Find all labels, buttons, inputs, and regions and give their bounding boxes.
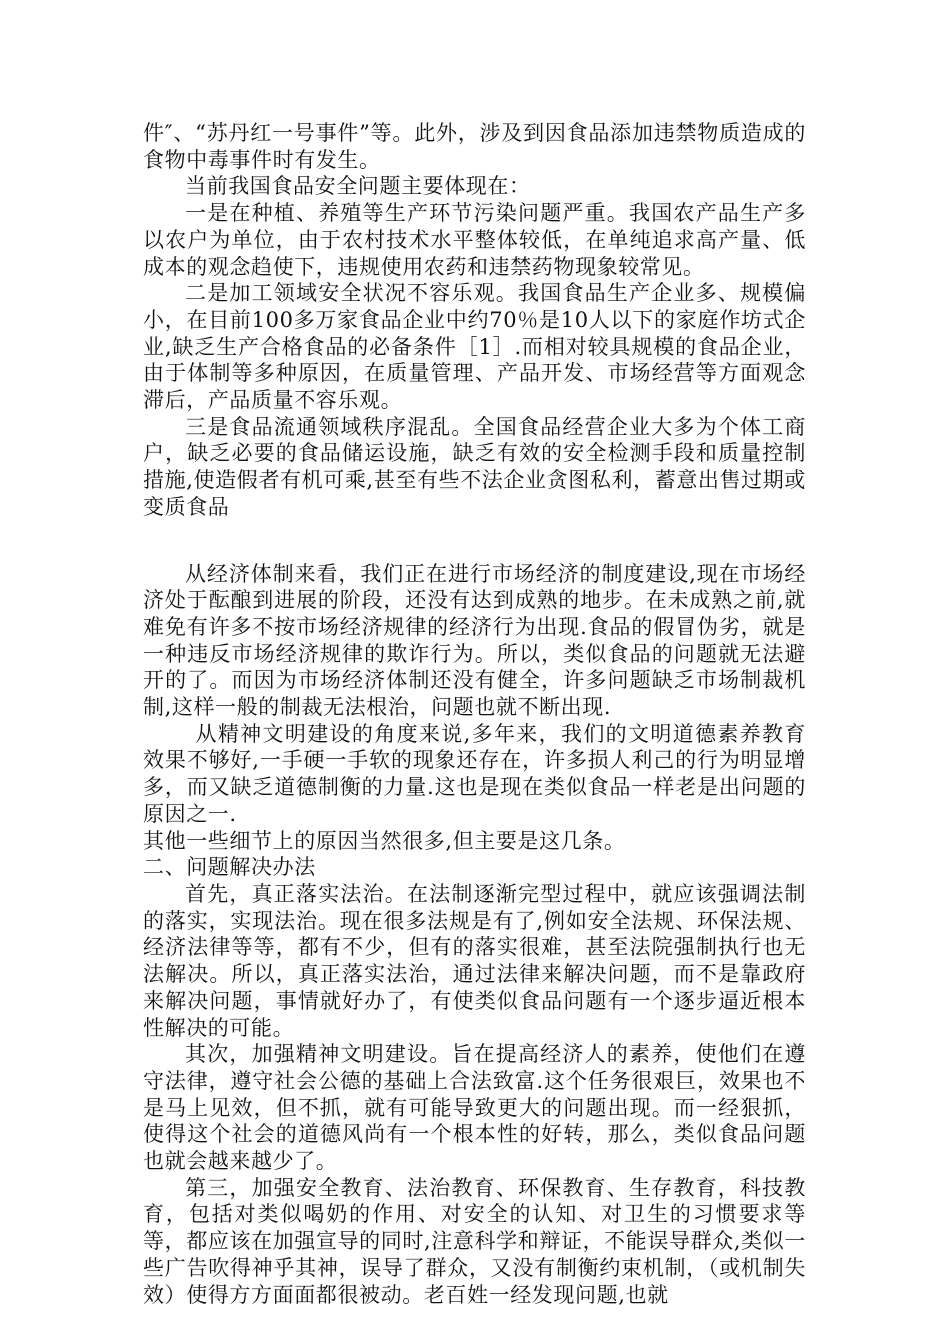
paragraph-circulation-disorder: 三是食品流通领域秩序混乱。全国食品经营企业大多为个体工商户，缺乏必要的食品储运设施，缺乏有效的安全检测手段和质量控制措施,使造假者有机可乘,甚至有些不法企业贪图私利，蓄意出售过期或变质食品	[143, 414, 806, 519]
paragraph-rule-of-law: 首先，真正落实法治。在法制逐渐完型过程中，就应该强调法制的落实，实现法治。现在很多法规是有了,例如安全法规、环保法规、经济法律等等，都有不少，但有的落实很难，甚至法院强制执行也无法解决。所以，真正落实法治，通过法律来解决问题，而不是靠政府来解决问题，事情就好办了，有使类似食品问题有一个逐步逼近根本性解决的可能。	[143, 881, 806, 1040]
document-body	[143, 120, 806, 1308]
section-heading-solutions: 二、问题解决办法	[143, 855, 316, 880]
paragraph-incident-list: 件″、“苏丹红一号事件”等。此外，涉及到因食品添加违禁物质造成的食物中毒事件时有发生。	[143, 121, 806, 172]
paragraph-problems-intro: 当前我国食品安全问题主要体现在：	[185, 174, 531, 199]
paragraph-economic-system: 从经济体制来看，我们正在进行市场经济的制度建设,现在市场经济处于酝酿到进展的阶段，还没有达到成熟的地步。在未成熟之前,就难免有许多不按市场经济规律的经济行为出现.食品的假冒伪劣，就是一种违反市场经济规律的欺诈行为。所以，类似食品的问题就无法避开的了。而因为市场经济体制还没有健全，许多问题缺乏市场制裁机制,这样一般的制裁无法根治，问题也就不断出现.	[143, 561, 806, 720]
paragraph-production-pollution: 一是在种植、养殖等生产环节污染问题严重。我国农产品生产多以农户为单位，由于农村技术水平整体较低，在单纯追求高产量、低成本的观念趋使下，违规使用农药和违禁药物现象较常见。	[143, 201, 806, 279]
paragraph-spiritual-civilization: 从精神文明建设的角度来说,多年来，我们的文明道德素养教育效果不够好,一手硬一手软的现象还存在，许多损人利己的行为明显增多，而又缺乏道德制衡的力量.这也是现在类似食品一样老是出问题的原因之一.	[143, 721, 806, 826]
paragraph-processing-safety: 二是加工领域安全状况不容乐观。我国食品生产企业多、规模偏小，在目前100多万家食品企业中约70％是10人以下的家庭作坊式企业,缺乏生产合格食品的必备条件［1］.而相对较具规模的食品企业，由于体制等多种原因，在质量管理、产品开发、市场经营等方面观念滞后，产品质量不容乐观。	[143, 281, 806, 413]
paragraph-other-reasons: 其他一些细节上的原因当然很多,但主要是这几条。	[143, 828, 626, 853]
paragraph-spacer	[143, 521, 806, 561]
paragraph-education: 第三，加强安全教育、法治教育、环保教育、生存教育，科技教育，包括对类似喝奶的作用、对安全的认知、对卫生的习惯要求等等，都应该在加强宣导的同时,注意科学和辩证，不能误导群众,类似一些广告吹得神乎其神，误导了群众，又没有制衡约束机制，（或机制失效）使得方方面面都很被动。老百姓一经发现问题,也就	[143, 1175, 806, 1307]
paragraph-civilization-building: 其次，加强精神文明建设。旨在提高经济人的素养，使他们在遵守法律，遵守社会公德的基础上合法致富.这个任务很艰巨，效果也不是马上见效，但不抓，就有可能导致更大的问题出现。而一经狠抓，使得这个社会的道德风尚有一个根本性的好转，那么，类似食品问题也就会越来越少了。	[143, 1042, 806, 1174]
